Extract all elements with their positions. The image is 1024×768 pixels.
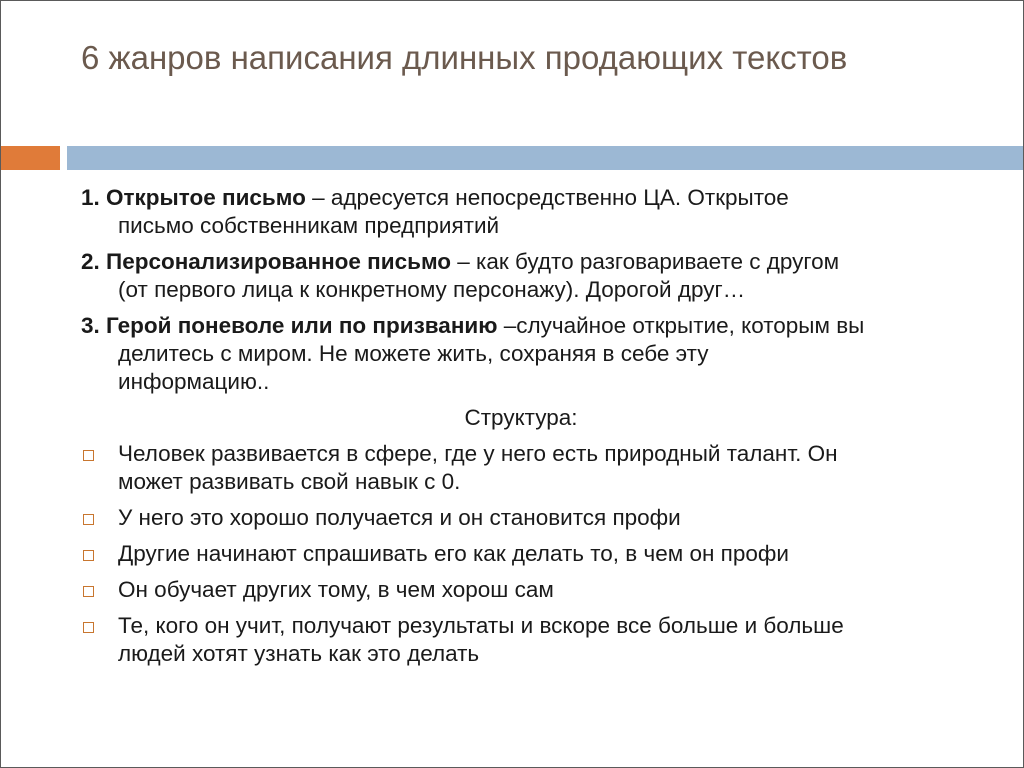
list-item-text: У него это хорошо получается и он становится профи [118, 505, 681, 530]
hollow-square-bullet-icon [83, 450, 94, 461]
list-item [81, 504, 981, 532]
genre-item-2 [81, 248, 981, 304]
structure-heading: Структура: [464, 405, 578, 430]
accent-bar-orange [1, 146, 60, 170]
slide-body [81, 184, 981, 676]
list-item-text-continued: может развивать свой навык с 0. [118, 469, 461, 494]
genre-item-1 [81, 184, 981, 240]
genre-description-continued: письмо собственникам предприятий [118, 213, 500, 238]
accent-bar-blue [67, 146, 1023, 170]
genre-description: – адресуется непосредственно ЦА. Открытое [305, 185, 789, 210]
genre-description-continued: (от первого лица к конкретному персонажу). Дорогой друг… [118, 277, 746, 302]
list-item-text: Другие начинают спрашивать его как делать то, в чем он профи [118, 541, 789, 566]
list-item-text: Человек развивается в сфере, где у него есть природный талант. Он [118, 441, 838, 466]
slide-title: 6 жанров написания длинных продающих текстов [81, 39, 848, 76]
genre-description: –случайное открытие, которым вы [497, 313, 865, 338]
hollow-square-bullet-icon [83, 550, 94, 561]
list-item-text-continued: людей хотят узнать как это делать [118, 641, 480, 666]
list-item-text: Он обучает других тому, в чем хорош сам [118, 577, 554, 602]
genre-name: 1. Открытое письмо [81, 185, 306, 210]
genre-item-3 [81, 312, 981, 396]
genre-description-continued: делитесь с миром. Не можете жить, сохраняя в себе эту [118, 341, 709, 366]
genre-description: – как будто разговариваете с другом [451, 249, 840, 274]
list-item-text: Те, кого он учит, получают результаты и вскоре все больше и больше [118, 613, 844, 638]
list-item [81, 540, 981, 568]
genre-name: 2. Персонализированное письмо [81, 249, 452, 274]
hollow-square-bullet-icon [83, 514, 94, 525]
hollow-square-bullet-icon [83, 586, 94, 597]
hollow-square-bullet-icon [83, 622, 94, 633]
genre-description-continued: информацию.. [118, 369, 270, 394]
list-item [81, 440, 981, 496]
list-item [81, 612, 981, 668]
list-item [81, 576, 981, 604]
genre-name: 3. Герой поневоле или по призванию [81, 313, 498, 338]
